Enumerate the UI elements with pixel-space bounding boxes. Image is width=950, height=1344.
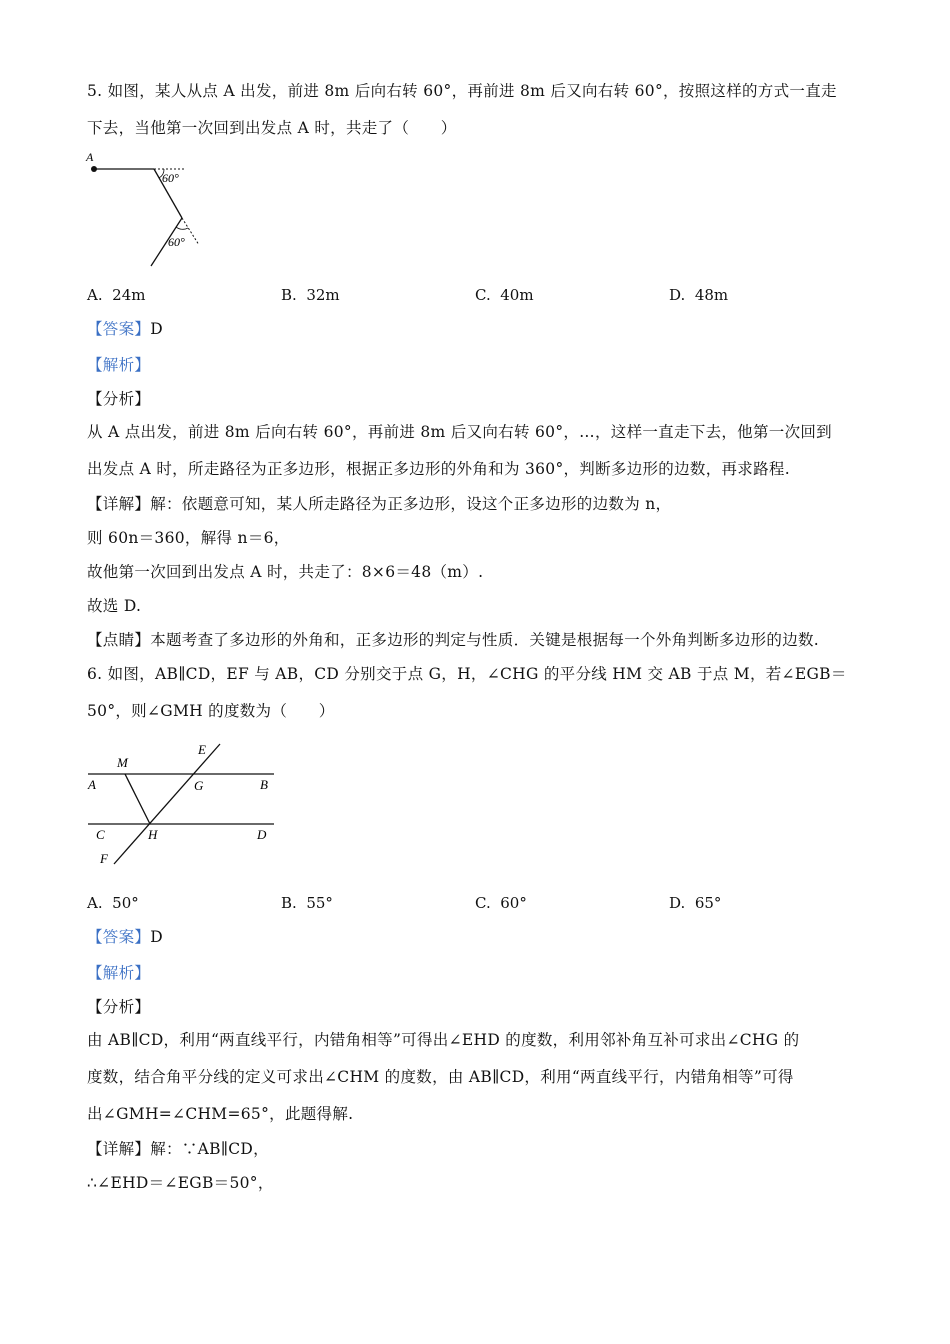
option-text: 24m [112,286,146,304]
q5-answer [87,318,163,340]
q6-xiangjie-line1: 【详解】解：∵AB∥CD， [87,1140,269,1158]
option-letter: D. [669,286,686,304]
option-text: 65° [694,894,722,912]
q5-fenxi-line1: 从 A 点出发，前进 8m 后向右转 60°，再前进 8m 后又向右转 60°，…，这样一直走下去，他第一次回到 [87,423,832,441]
option-text: 50° [112,894,139,912]
q6-option-a[interactable] [87,892,139,914]
line-ef [114,744,220,864]
q6-answer [87,926,163,948]
answer-value: D [150,320,163,338]
label-f: F [100,851,108,866]
q5-option-c[interactable] [475,284,534,306]
label-e: E [198,742,206,757]
option-letter: B. [281,894,297,912]
q5-xiangjie-line4: 故选 D. [87,597,142,615]
q6-option-c[interactable] [475,892,527,914]
answer-tag: 【答案】 [87,928,151,946]
option-letter: C. [475,286,491,304]
q6-option-b[interactable] [281,892,333,914]
q5-figure [84,148,214,272]
q6-fenxi-line1: 由 AB∥CD，利用“两直线平行，内错角相等”可得出∠EHD 的度数，利用邻补角互补可求出∠CHG 的 [87,1031,800,1049]
q6-fenxi-line2: 度数，结合角平分线的定义可求出∠CHM 的度数，由 AB∥CD，利用“两直线平行，内错角相等”可得 [87,1068,794,1086]
q6-stem-line1: 6. 如图，AB∥CD，EF 与 AB，CD 分别交于点 G，H，∠CHG 的平分线 HM 交 AB 于点 M，若∠EGB＝ [87,665,847,683]
q5-stem-line1: 5. 如图，某人从点 A 出发，前进 8m 后向右转 60°，再前进 8m 后又向右转 60°，按照这样的方式一直走 [87,82,837,100]
q5-fenxi-line2: 出发点 A 时，所走路径为正多边形，根据正多边形的外角和为 360°，判断多边形的边数，再求路程. [87,460,790,478]
option-letter: D. [669,894,686,912]
label-m: M [117,755,128,770]
option-letter: B. [281,286,297,304]
q5-option-d[interactable] [669,284,728,306]
q5-fenxi-tag: 【分析】 [87,390,151,408]
q5-xiangjie-line1: 【详解】解：依题意可知，某人所走路径为正多边形，设这个正多边形的边数为 n， [87,495,672,513]
option-text: 32m [306,286,340,304]
label-g: G [194,778,204,793]
q6-jiexi-tag: 【解析】 [87,964,151,982]
option-text: 55° [306,894,333,912]
label-a: A [86,150,94,164]
q5-option-b[interactable] [281,284,340,306]
label-a: A [88,777,96,792]
option-letter: C. [475,894,491,912]
answer-tag: 【答案】 [87,320,151,338]
q6-fenxi-tag: 【分析】 [87,998,151,1016]
q6-figure [84,738,284,868]
q5-jiexi-tag: 【解析】 [87,356,151,374]
q6-option-d[interactable] [669,892,721,914]
q5-stem-line2: 下去，当他第一次回到出发点 A 时，共走了（ ） [87,119,457,137]
answer-value: D [150,928,163,946]
label-c: C [96,827,105,842]
option-letter: A. [87,894,103,912]
q6-xiangjie-line2: ∴∠EHD＝∠EGB＝50°， [87,1174,274,1192]
option-text: 48m [694,286,729,304]
angle-label-1: 60° [162,171,179,185]
q6-fenxi-line3: 出∠GMH=∠CHM=65°，此题得解. [87,1105,354,1123]
q6-stem-line2: 50°，则∠GMH 的度数为（ ） [87,702,335,720]
label-b: B [260,777,268,792]
label-h: H [148,827,158,842]
option-letter: A. [87,286,103,304]
angle-label-2: 60° [168,235,185,249]
q5-xiangjie-line3: 故他第一次回到出发点 A 时，共走了：8×6＝48（m）. [87,563,484,581]
option-text: 60° [500,894,527,912]
option-text: 40m [500,286,534,304]
q5-option-a[interactable] [87,284,145,306]
line-hm [125,774,150,824]
q5-xiangjie-line2: 则 60n＝360，解得 n＝6， [87,529,290,547]
q5-dianjing: 【点睛】本题考查了多边形的外角和，正多边形的判定与性质．关键是根据每一个外角判断多边形的边数. [87,631,820,649]
label-d: D [257,827,267,842]
